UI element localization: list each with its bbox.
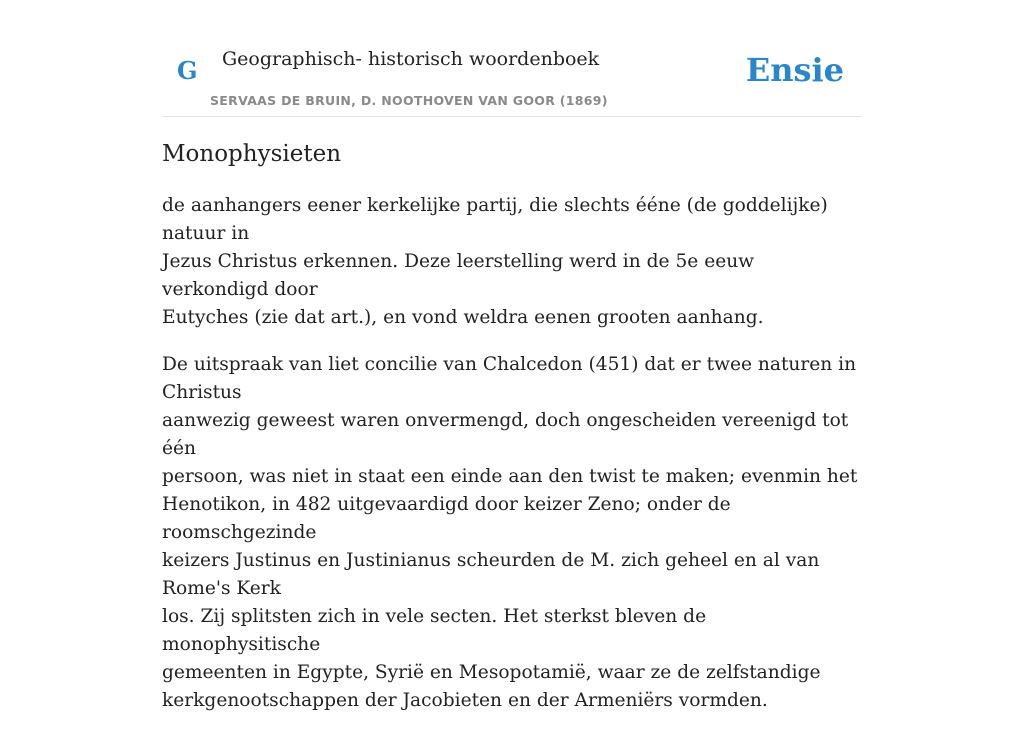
book-title[interactable]: Geographisch- historisch woordenboek bbox=[222, 48, 600, 70]
entry-title: Monophysieten bbox=[162, 141, 342, 167]
header bbox=[162, 0, 862, 117]
entry-paragraph-1: de aanhangers eener kerkelijke partij, die slechts ééne (de goddelijke) natuur in Jezus Christus erkennen. Deze leerstelling werd in de 5e eeuw verkondigd door Eutyches (zie dat art.), en vond weldra eenen grooten aanhang. bbox=[162, 195, 828, 328]
ensie-logo[interactable]: Ensie bbox=[745, 51, 844, 89]
book-initial-badge[interactable]: G bbox=[177, 56, 198, 85]
page bbox=[162, 0, 862, 711]
entry-paragraph-2: De uitspraak van liet concilie van Chalcedon (451) dat er twee naturen in Christus aanwezig geweest waren onvermengd, doch ongescheiden vereenigd tot één persoon, was niet in staat een einde aan den twist te maken; evenmin het Henotikon, in 482 uitgevaardigd door keizer Zeno; onder de roomschgezinde keizers Justinus en Justinianus scheurden de M. zich geheel en al van Rome's Kerk los. Zij splitsten zich in vele secten. Het sterkst bleven de monophysitische gemeenten in Egypte, Syrië en Mesopotamië, waar ze de zelfstandige kerkgenootschappen der Jacobieten en der Armeniërs vormden. bbox=[162, 354, 858, 711]
entry-body bbox=[162, 192, 862, 734]
book-author: SERVAAS DE BRUIN, D. NOOTHOVEN VAN GOOR (1869) bbox=[210, 93, 608, 108]
